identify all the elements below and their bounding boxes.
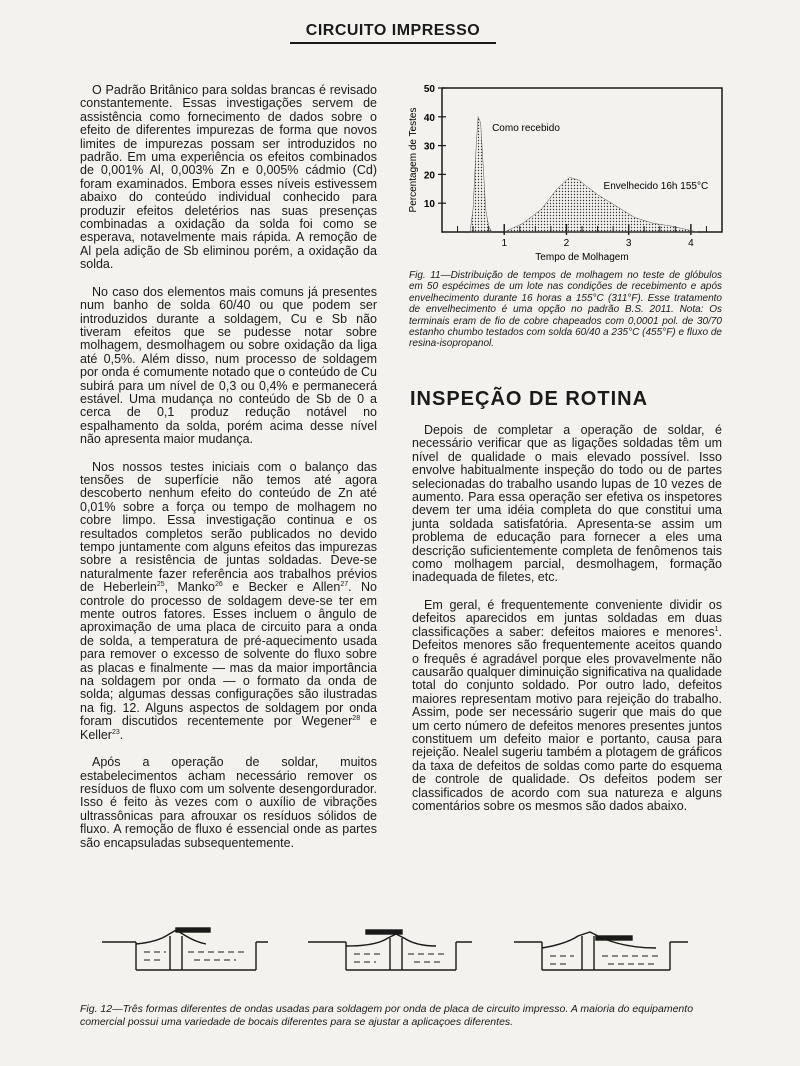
paragraph: Após a operação de soldar, muitos estabelecimentos acham necessário remover os resíduos de fluxo com um solvente desengordurador. Isso é feito às vezes com o auxílio de vibrações ultrassônicas para afrouxar os resíduos sólidos de fluxo. A remoção de fluxo é essencial onde as partes são encapsuladas subsequentemente. <box>80 755 377 850</box>
right-column <box>412 424 722 827</box>
x-tick-label: 4 <box>688 238 694 249</box>
y-tick-label: 20 <box>423 170 435 182</box>
paragraph: No caso dos elementos mais comuns já presentes num banho de solda 60/40 ou que podem ser introduzidos durante a soldagem, Cu e Sb não tiveram efeitos que se pudesse notar sobre molhagem, desmolhagem ou sobre oxidação da liga até 0,5%. Além disso, num processo de soldagem por onda é comumente notado que o conteúdo de Cu subirá para um nível de 0,3 ou 0,4% e permanecerá estável. Uma mudança no conteúdo de Sb de 0 a cerca de 0,1 produz redução notável no espalhamento da solda, porém acima desse nível não apresenta maior mudança. <box>80 284 377 447</box>
reference-marker: 27 <box>340 581 349 589</box>
wave-shapes-illustration <box>96 922 706 992</box>
x-tick-label: 1 <box>501 238 508 249</box>
wave-nozzle-3 <box>514 932 688 970</box>
x-tick-label: 2 <box>563 238 570 249</box>
figure-12-caption: Fig. 12—Três formas diferentes de ondas usadas para soldagem por onda de placa de circuito impresso. A maioria do equipamento comercial possui uma variedade de bocais diferentes para se ajustar a aplicaçoes diferentes. <box>80 1003 694 1028</box>
y-tick-label: 40 <box>423 112 435 124</box>
y-tick-label: 10 <box>423 199 435 211</box>
series-label: Envelhecido 16h 155°C <box>603 180 709 192</box>
x-tick-label: 3 <box>625 238 632 249</box>
reference-marker: 25 <box>156 581 165 589</box>
paragraph: Depois de completar a operação de soldar, é necessário verificar que as ligações soldadas têm um nível de qualidade o mais elevado possível. Isso envolve habitualmente inspeção do todo ou de partes selecionadas do trabalho usando lupas de 10 vezes de aumento. Para essa operação ser efetiva os inspetores devem ter uma idéia completa do que constitui uma junta soldada satisfatória. Apresenta-se assim um problema de educação para fornecer a eles uma descrição suficientemente completa de fenômenos tais como molhagem parcial, desmolhagem, formação inadequada de filetes, etc. <box>412 423 722 585</box>
paragraph: Em geral, é frequentemente conveniente dividir os defeitos aparecidos em juntas soldadas em duas classificações a saber: defeitos maiores e menores$^1$. Defeitos menores são frequentemente aceitos quando o frequês é agradável porque eles provavelmente não causarão qualquer diminuição significativa na qualidade total do conjunto soldado. Por outro lado, defeitos maiores representam motivo para rejeição do trabalho. Assim, pode ser necessário sugerir que mais do que um certo número de defeitos menores presentes juntos constituem um defeito maior e portanto, causa para rejeição. Nealel sugeriu também a plotagem de gráficos da taxa de defeitos de soldas como parte do esquema de controle de qualidade. Os defeitos podem ser classificados de acordo com sua natureza e alguns comentários sobre os mesmos são dados abaixo. <box>412 597 722 813</box>
reference-marker: 1 <box>714 625 719 633</box>
left-column <box>80 84 377 864</box>
paragraph: Nos nossos testes iniciais com o balanço das tensões de superfície não temos até agora descoberto nenhum efeito do conteúdo de Zn até 0,01% sobre a força ou tempo de molhagem no cobre limpo. Essa investigação continua e os resultados completos serão publicados no devido tempo juntamente com alguns efeitos das impurezas sobre a resistência de juntas soldadas. Deve-se naturalmente fazer referência aos trabalhos prévios de Heberlein$^{25}$, Manko$^{26}$ e Becker e Allen$^{27}$. No controle do processo de soldagem deve-se ter em mente outros fatores. Esses incluem o ângulo de aproximação de uma placa de circuito para a onda de solda, a temperatura de pré-aquecimento usada para remover o excesso de solvente do fluxo sobre as placas e finalmente — mas da maior importância na soldagem por onda — o formato da onda de solda; algumas dessas configurações são ilustradas na fig. 12. Alguns aspectos de soldagem por onda foram discutidos recentemente por Wegener$^{28}$ e Keller$^{23}$. <box>80 459 377 742</box>
y-axis-label: Percentagem de Testes <box>408 107 419 213</box>
wave-nozzle-1 <box>102 928 268 970</box>
wetting-time-chart <box>402 82 732 272</box>
wave-nozzle-2 <box>308 930 472 970</box>
section-title: INSPEÇÃO DE ROTINA <box>410 388 649 410</box>
reference-marker: 28 <box>352 715 361 723</box>
figure-11-caption: Fig. 11—Distribuição de tempos de molhagem no teste de glóbulos em 50 espécimes de um lote nas condições de recebimento e após envelhecimento durante 16 horas a 155°C (311°F). Esse tratamento de envelhecimento é uma opção no padrão B.S. 2011. Nota: Os terminais eram de fio de cobre chapeados com 0,0001 pol. de 30/70 estanho chumbo testados com solda 60/40 a 235°C (455°F) e fluxo de resina-isopropanol. <box>409 270 722 350</box>
page-header-title: CIRCUITO IMPRESSO <box>290 22 496 44</box>
series-area-1 <box>470 117 492 232</box>
reference-marker: 23 <box>111 728 120 736</box>
reference-marker: 26 <box>215 581 223 589</box>
series-label: Como recebido <box>492 123 560 135</box>
paragraph: O Padrão Britânico para soldas brancas é revisado constantemente. Essas investigações servem de assistência como fornecimento de dados sobre o efeito de diferentes impurezas de forma que novos limites de impurezas possam ser introduzidos no padrão. Em uma experiência os efeitos combinados de 0,001% Al, 0,003% Zn e 0,005% cádmio (Cd) foram examinados. Embora esses níveis estivessem abaixo do conteúdo individual conhecido para produzir efeitos deletérios nas suas presenças combinadas a oxidação da solda foi como se esperava, notavelmente mais rápida. A remoção de Al pela adição de Sb eliminou porém, a oxidação da solda. <box>80 83 377 272</box>
y-tick-label: 30 <box>423 141 435 153</box>
x-axis-label: Tempo de Molhagem <box>535 252 629 263</box>
y-tick-label: 50 <box>423 84 435 95</box>
